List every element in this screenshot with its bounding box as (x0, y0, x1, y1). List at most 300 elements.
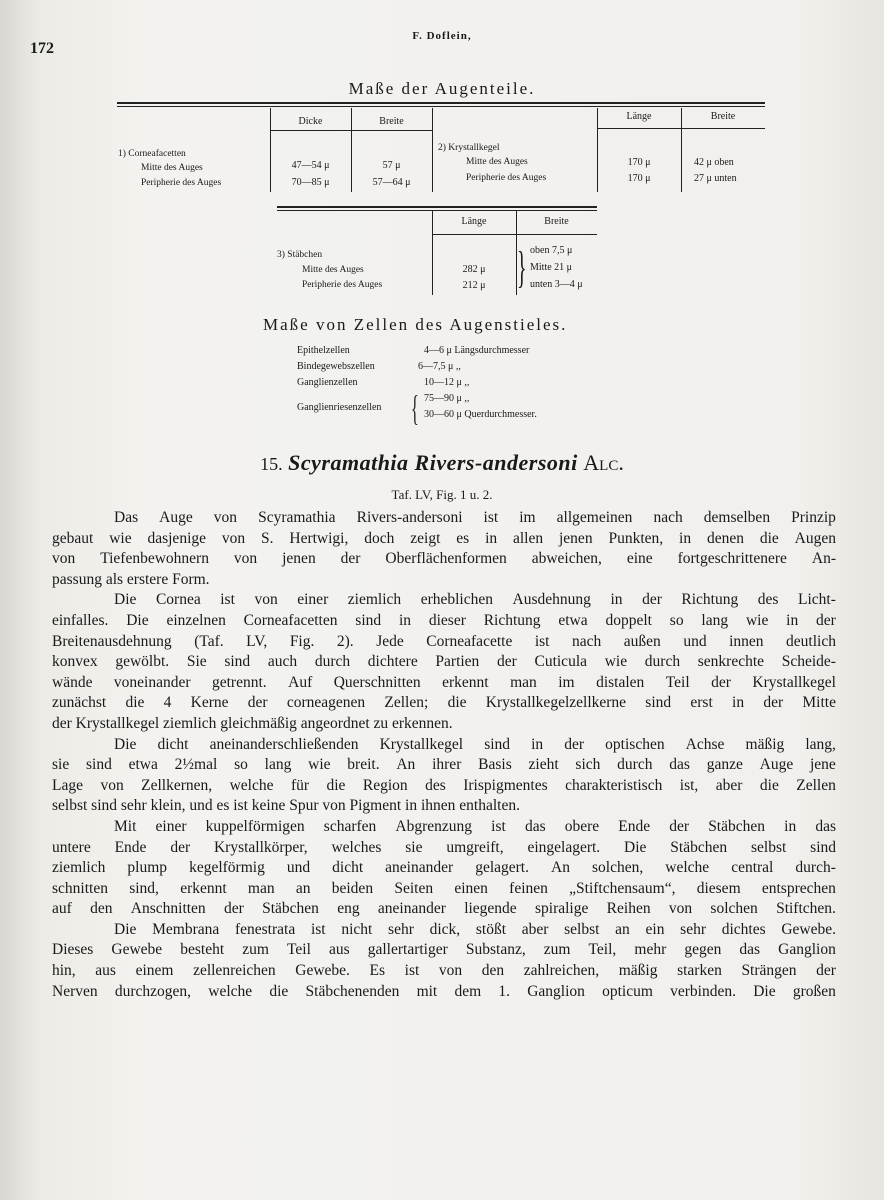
body-word: nach (572, 632, 602, 650)
body-word: Die (624, 838, 647, 856)
body-word: erkennt (442, 673, 489, 691)
body-word: welche (665, 859, 710, 877)
body-word: zahlreichen, (523, 962, 600, 980)
body-word: ist, (679, 776, 699, 794)
body-word: Mit (114, 817, 137, 835)
body-line (52, 652, 836, 673)
body-word: aneinanderschließenden (209, 735, 359, 753)
body-word: Corneafacette (426, 632, 513, 650)
body-word: einzelnen (166, 611, 226, 629)
body-line (52, 920, 836, 941)
body-word: der (763, 694, 784, 712)
body-word: Zellen (796, 776, 836, 794)
body-word: breit. (347, 756, 380, 774)
body-word: nach (653, 509, 683, 526)
body-word: Breitenausdehnung (52, 632, 172, 650)
body-word: und (683, 632, 707, 650)
body-word: aus (95, 962, 116, 980)
table1-staebchen-laenge2: 212 μ (462, 280, 486, 291)
table1-label-staebchen: 3) Stäbchen (277, 250, 323, 260)
table1-krystall-breite2: 27 μ unten (694, 173, 737, 184)
table1-lower-head-breite: Breite (544, 216, 569, 227)
body-word: Krystallkegel (752, 673, 836, 691)
body-word: zum (543, 941, 571, 959)
body-word: dichtere (367, 653, 418, 671)
body-word: großen (792, 982, 836, 1000)
body-word: sehr (680, 920, 706, 938)
body-word: deutlich (786, 632, 836, 650)
body-word: einer (297, 591, 329, 609)
body-word: Stäbchenenden (305, 982, 400, 1000)
body-word: feinen (509, 879, 548, 897)
body-word: dasjenige (147, 529, 207, 547)
body-word: Die (114, 591, 137, 609)
body-word: sind (810, 838, 836, 856)
table1-krystall-r2: Peripherie des Auges (466, 173, 547, 183)
body-word: Achse (685, 735, 725, 753)
body-word: in (679, 529, 692, 547)
body-line (52, 879, 836, 900)
body-word: opticum (602, 982, 653, 1000)
body-word: ein (645, 920, 665, 938)
body-word: beiden (331, 879, 374, 897)
body-word: für (290, 776, 310, 794)
body-line (52, 508, 836, 529)
body-word: zeigt (410, 529, 441, 547)
body-word: Prinzip (791, 509, 836, 526)
table2-value-querdurch: 30—60 μ Querdurchmesser. (424, 409, 537, 420)
body-word: doppelt (605, 611, 652, 629)
body-word: Sie (186, 653, 207, 671)
body-word: wie (109, 529, 132, 547)
body-word: gelagert. (475, 859, 529, 877)
body-word: An- (811, 550, 836, 568)
body-word: ist (220, 591, 235, 609)
body-word: starken (677, 962, 722, 980)
body-word: Licht- (798, 591, 836, 609)
body-word: Basis (478, 756, 512, 774)
body-word: Kerne (190, 694, 229, 712)
body-word: plump (127, 859, 168, 877)
table1-title: Maße der Augenteile. (348, 79, 536, 98)
table1-lower-head-rule (432, 234, 597, 235)
body-word: dem (454, 982, 482, 1000)
body-word: die (269, 982, 289, 1000)
body-word: erst (690, 694, 713, 712)
body-word: welches (331, 838, 382, 856)
body-word: das (815, 817, 836, 835)
body-word: Strängen (741, 962, 797, 980)
body-word: selbst (750, 838, 787, 856)
body-word: im (558, 673, 575, 691)
body-word: Ende (618, 817, 651, 835)
body-word: doch (364, 529, 395, 547)
body-word: Stäbchen (262, 900, 319, 918)
body-word: Die (114, 735, 137, 753)
body-word: zum (242, 941, 269, 959)
body-word: wände (52, 673, 93, 691)
body-word: Hertwigi, (289, 529, 349, 547)
body-word: der (564, 735, 585, 753)
body-word: diesem (696, 879, 741, 897)
body-word: man (247, 879, 275, 897)
body-word: ganze (706, 756, 743, 774)
body-line (52, 611, 836, 632)
body-word: wie (308, 756, 331, 774)
body-line (52, 940, 836, 961)
species-heading (0, 450, 884, 476)
body-word: sind (355, 611, 382, 629)
table1-cornea-dicke1: 47—54 μ (291, 160, 330, 171)
table1-staebchen-laenge1: 282 μ (462, 264, 486, 275)
body-word: Gewebe. (781, 920, 836, 938)
body-word: demselben (703, 509, 771, 526)
body-word: Das (114, 509, 139, 526)
body-word: fenestrata (234, 920, 296, 938)
body-word: Partien (435, 653, 480, 671)
body-word: lang (701, 611, 729, 629)
table1-lower-top-rule-2 (277, 210, 597, 211)
body-word: An (396, 756, 416, 774)
body-word: umgreift, (446, 838, 504, 856)
body-word: auf (52, 900, 72, 918)
body-word: von (668, 900, 693, 918)
body-word: Stäbchen (670, 838, 728, 856)
body-word: sehr (388, 920, 414, 938)
body-word: Augen (794, 529, 836, 547)
body-word: corneagenen (286, 694, 366, 712)
body-word: Teil, (588, 941, 617, 959)
body-word: scharfen (323, 817, 377, 835)
body-line (52, 858, 836, 879)
body-word: Jede (376, 632, 404, 650)
body-word: der (247, 694, 268, 712)
body-word: Zellkernen, (141, 776, 213, 794)
body-word: sie (405, 838, 423, 856)
body-word: zellenreichen (193, 962, 276, 980)
body-word: sich (575, 756, 601, 774)
body-word: optischen (605, 735, 665, 753)
body-word: „Stiftchensaum“, (569, 879, 676, 897)
body-word: Membrana (152, 920, 220, 938)
page-number: 172 (30, 40, 54, 57)
table2-value-riesen: 75—90 μ ,, (424, 393, 470, 404)
body-word: charakteristisch (565, 776, 663, 794)
body-word: Substanz, (465, 941, 526, 959)
body-word: wie (745, 611, 769, 629)
body-word: Ende (114, 838, 147, 856)
body-word: Richtung (483, 611, 541, 629)
body-word: auch (267, 653, 298, 671)
table1-cornea-r1: Mitte des Auges (141, 163, 203, 173)
body-word: einer (155, 817, 187, 835)
body-line (52, 838, 836, 859)
body-word: mehr (634, 941, 667, 959)
body-word: sind (224, 653, 251, 671)
body-word: Rivers-andersoni (356, 509, 463, 526)
table1-head-laenge: Länge (626, 111, 652, 122)
body-word: zieht (528, 756, 559, 774)
body-word: außen (623, 632, 661, 650)
body-word: Ganglion (778, 941, 836, 959)
body-word: die (326, 776, 346, 794)
body-word: innen (729, 632, 764, 650)
body-word: konvex (52, 653, 98, 671)
body-word: das (739, 941, 761, 959)
body-word: Teil (287, 941, 311, 959)
table2-label-epithel: Epithelzellen (297, 345, 350, 356)
body-word: an (295, 879, 311, 897)
body-word: dicht (332, 859, 364, 877)
body-word: Corneafacetten (243, 611, 338, 629)
body-word: Ausdehnung (512, 591, 591, 609)
body-word: gallertartiger (367, 941, 448, 959)
body-word: Lage (52, 776, 83, 794)
body-word: Punkten, (608, 529, 664, 547)
body-word: Krystallkegel (379, 735, 464, 753)
body-word: Auge (159, 509, 193, 526)
body-word: An (551, 859, 570, 877)
species-name: Scyramathia Rivers-andersoni (288, 450, 578, 475)
body-word: den (90, 900, 113, 918)
table1-cornea-breite2: 57—64 μ (372, 177, 411, 188)
body-word: im (519, 509, 536, 526)
table1-head-breite-2: Breite (710, 111, 736, 122)
body-word: lang, (805, 735, 836, 753)
body-word: selbst (564, 920, 600, 938)
body-word: von (100, 776, 124, 794)
table2-label-riesen: Ganglienriesenzellen (297, 402, 382, 413)
species-number: 15. (260, 454, 283, 474)
body-word: verbinden. (670, 982, 736, 1000)
body-word: durch (314, 653, 351, 671)
table2-value-epithel: 4—6 μ Längsdurchmesser (424, 345, 530, 356)
body-word: die (759, 529, 779, 547)
body-word: ziemlich (52, 859, 106, 877)
table1-lower-head-laenge: Länge (461, 216, 487, 227)
body-word: Die (126, 611, 149, 629)
body-word: sind (484, 735, 511, 753)
body-word: jenen (282, 550, 316, 568)
body-line (52, 961, 836, 982)
body-word: von (438, 962, 463, 980)
body-word: untere (52, 838, 91, 856)
body-word: aneinander (377, 900, 446, 918)
body-word: Fig. (289, 632, 315, 650)
running-head: F. Doflein, (412, 30, 472, 42)
body-word: gewölbt. (115, 653, 170, 671)
body-word: eine (626, 550, 653, 568)
body-word: Cornea (155, 591, 201, 609)
body-word: dichtes (721, 920, 766, 938)
body-word: Zellen; (384, 694, 429, 712)
body-word: sind, (129, 879, 159, 897)
table1-staebchen-breite2: unten 3—4 μ (530, 279, 583, 290)
body-word: welche (229, 776, 274, 794)
body-word: mäßig (745, 735, 785, 753)
body-word: wie (604, 653, 628, 671)
table2-value-bindegewebe: 6—7,5 μ ,, (418, 361, 461, 372)
body-line: passung als erstere Form. (52, 570, 210, 588)
body-word: Cuticula (534, 653, 588, 671)
body-word: aber (521, 920, 549, 938)
body-word: solchen, (592, 859, 644, 877)
body-word: kegelförmig (189, 859, 265, 877)
body-word: der (497, 653, 517, 671)
table1-staebchen-breite1: Mitte 21 μ (530, 262, 573, 273)
body-word: getrennt. (212, 673, 267, 691)
table1-top-rule-2 (117, 106, 765, 107)
body-word: Seiten (394, 879, 434, 897)
table1-krystall-breite1: 42 μ oben (694, 157, 734, 168)
body-word: eingelagert. (527, 838, 601, 856)
body-word: in (398, 611, 412, 629)
body-word: Abgrenzung (395, 817, 473, 835)
body-word: von (213, 509, 238, 526)
body-word: S. (261, 529, 274, 547)
body-word: in (732, 694, 745, 712)
table2-title: Maße von Zellen des Augenstieles. (263, 315, 568, 334)
body-word: Anschnitten (130, 900, 206, 918)
body-word: hin, (52, 962, 76, 980)
table1-lower-top-rule (277, 206, 597, 208)
body-word: in (610, 591, 623, 609)
body-word: (Taf. (194, 632, 224, 650)
table1-krystall-laenge1: 170 μ (627, 157, 651, 168)
table2-brace: { (411, 388, 419, 428)
body-word: dieser (428, 611, 466, 629)
table1-staebchen-brace: } (517, 243, 527, 292)
body-word: fortgeschrittenere (677, 550, 787, 568)
body-word: einem (135, 962, 174, 980)
body-word: aus (328, 941, 350, 959)
body-word: des (425, 776, 446, 794)
body-word: obere (564, 817, 600, 835)
body-line (52, 755, 836, 776)
body-word: senkrechte (697, 653, 765, 671)
body-line (52, 982, 836, 1003)
body-word: erheblichen (420, 591, 493, 609)
body-word: Reihen (606, 900, 651, 918)
body-word: ihrer (432, 756, 462, 774)
body-word: Auge (759, 756, 794, 774)
body-word: in (784, 817, 797, 835)
body-word: Nerven (52, 982, 98, 1000)
body-word: des (757, 591, 779, 609)
body-word: es (456, 529, 470, 547)
table1-cornea-r2: Peripherie des Auges (141, 178, 222, 188)
table1-top-rule (117, 102, 765, 104)
body-word: 2). (336, 632, 354, 650)
plate-reference: Taf. LV, Fig. 1 u. 2. (391, 487, 493, 502)
body-word: dicht (157, 735, 189, 753)
body-word: spiralige (535, 900, 589, 918)
body-word: liegende (464, 900, 517, 918)
table1-cornea-dicke2: 70—85 μ (291, 177, 330, 188)
body-line (52, 673, 836, 694)
body-word: aber (715, 776, 743, 794)
body-word: sind (645, 694, 672, 712)
body-text (52, 508, 836, 1002)
body-word: Krystallkegelzellkerne (485, 694, 627, 712)
body-word: an (615, 920, 630, 938)
body-word: etwa (558, 611, 588, 629)
body-word: jenen (559, 529, 593, 547)
body-line (52, 529, 836, 550)
body-word: allen (513, 529, 544, 547)
body-word: durch (644, 653, 681, 671)
body-word: etwa (128, 756, 158, 774)
body-word: LV, (246, 632, 268, 650)
body-word: Stiftchen. (776, 900, 836, 918)
body-word: Oberflächenformen (385, 550, 507, 568)
body-word: man (510, 673, 537, 691)
body-word: der (642, 591, 662, 609)
body-word: Querschnitten (333, 673, 421, 691)
body-word: so (669, 611, 684, 629)
body-word: das (669, 756, 690, 774)
body-word: der (669, 817, 690, 835)
body-word: 2½mal (174, 756, 218, 774)
body-word: abweichen, (531, 550, 602, 568)
body-word: dick, (429, 920, 461, 938)
body-word: solchen (710, 900, 758, 918)
body-word: Gewebe. (295, 962, 350, 980)
body-word: 4 (163, 694, 172, 712)
body-word: ist (491, 817, 506, 835)
body-word: Mitte (802, 694, 836, 712)
body-word: Ganglion (527, 982, 585, 1000)
body-word: denen (706, 529, 744, 547)
body-word: in (531, 735, 544, 753)
table1-staebchen-r2: Peripherie des Auges (302, 280, 383, 290)
body-word: Es (369, 962, 386, 980)
body-word: Gewebe (111, 941, 163, 959)
body-word: von (254, 591, 278, 609)
body-word: lang (264, 756, 292, 774)
body-line: der Krystallkegel ziemlich gleichmäßig angeordnet zu erkennen. (52, 714, 453, 732)
body-word: von (52, 550, 76, 568)
body-word: die (759, 776, 779, 794)
body-word: Stäbchen (708, 817, 766, 835)
body-line: selbst sind sehr klein, und es ist keine Spur von Pigment in ihnen enthalten. (52, 797, 520, 815)
body-word: und (286, 859, 311, 877)
body-line (52, 899, 836, 920)
body-word: Richtung (681, 591, 739, 609)
body-word: durchzogen, (114, 982, 192, 1000)
body-word: einen (454, 879, 488, 897)
body-word: Die (753, 982, 776, 1000)
body-word: welche (208, 982, 253, 1000)
body-word: das (524, 817, 546, 835)
body-word: Krystallkörper, (213, 838, 308, 856)
table1-vline-3 (432, 108, 433, 192)
body-word: Auf (288, 673, 313, 691)
body-word: Dieses (52, 941, 94, 959)
table1-krystall-r1: Mitte des Auges (466, 157, 528, 167)
body-word: Scyramathia (258, 509, 336, 526)
body-line (52, 817, 836, 838)
body-word: Irispigmentes (463, 776, 548, 794)
species-author: Alc. (583, 450, 624, 475)
body-word: nicht (341, 920, 373, 938)
table2-label-ganglien: Ganglienzellen (297, 377, 358, 388)
body-word: zunächst (52, 694, 107, 712)
table1-cornea-breite1: 57 μ (382, 160, 401, 171)
body-word: distalen (596, 673, 645, 691)
body-word: ist (534, 632, 550, 650)
body-word: jene (809, 756, 836, 774)
